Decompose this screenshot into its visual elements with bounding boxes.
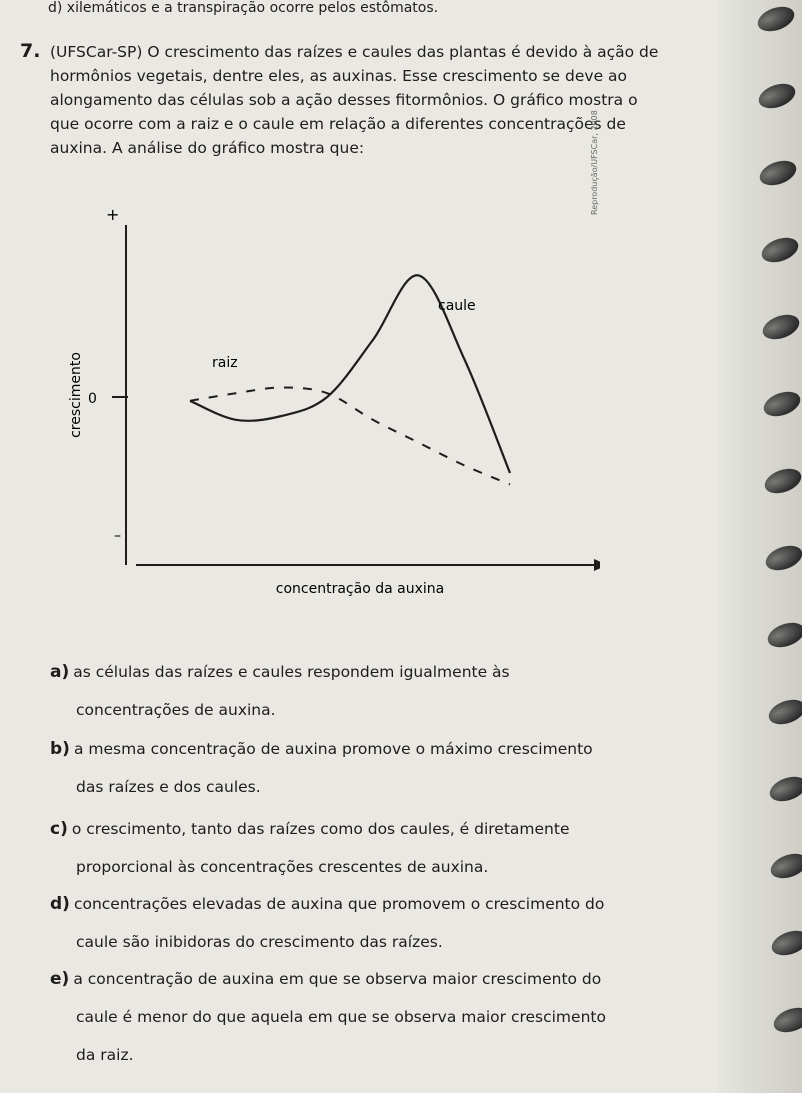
binding-ring (758, 233, 801, 267)
binding-ring (756, 79, 799, 113)
binding-ring (757, 156, 800, 190)
y-tick-zero: 0 (88, 391, 97, 407)
option-text-line2: concentrações de auxina. (76, 701, 276, 719)
binding-ring (763, 541, 802, 575)
option-text-line1: o crescimento, tanto das raízes como dos caules, é diretamente (71, 820, 570, 838)
y-tick-minus: – (114, 528, 121, 544)
x-axis-label: concentração da auxina (275, 581, 445, 597)
binding-ring (760, 387, 802, 421)
option-letter: b) (50, 739, 70, 759)
binding-ring (768, 849, 802, 883)
option-text-line2: proporcional às concentrações crescentes de auxina. (76, 858, 489, 876)
series-label-raiz: raiz (212, 355, 238, 371)
option-a[interactable] (50, 653, 750, 729)
binding-ring (764, 618, 802, 652)
binding-ring (754, 2, 797, 36)
binding-ring (770, 1003, 802, 1037)
binding-ring (766, 772, 802, 806)
auxin-growth-chart (40, 195, 600, 610)
binding-ring (759, 310, 802, 344)
option-text-line1: a concentração de auxina em que se observa maior crescimento do (73, 970, 602, 988)
option-e[interactable] (50, 960, 750, 1074)
y-tick-plus: + (106, 205, 120, 224)
binding-ring (769, 926, 802, 960)
option-text-line1: concentrações elevadas de auxina que promovem o crescimento do (73, 895, 605, 913)
option-c[interactable] (50, 810, 750, 886)
option-letter: e) (50, 969, 70, 989)
x-axis-arrow (594, 559, 600, 571)
option-b[interactable] (50, 730, 750, 806)
option-text-line1: a mesma concentração de auxina promove o máximo crescimento (73, 740, 593, 758)
binding-ring (762, 464, 802, 498)
option-letter: d) (50, 894, 70, 914)
previous-option-text: d) xilemáticos e a transpiração ocorre pelos estômatos. (48, 0, 439, 16)
question-statement: (UFSCar-SP) O crescimento das raízes e caules das plantas é devido à ação de hormônios vegetais, dentre eles, as auxinas. Esse crescimento se deve ao alongamento das células sob a ação desses fitormônios. O gráfico mostra o que ocorre com a raiz e o caule em relação a diferentes concentrações de auxina. A análise do gráfico mostra que: (50, 43, 659, 157)
binding-ring (765, 695, 802, 729)
option-text-line3: da raiz. (76, 1046, 134, 1064)
figure-credit: Reprodução/UFSCar, 2008 (590, 110, 599, 215)
option-letter: a) (50, 662, 70, 682)
option-text-line2: caule é menor do que aquela em que se observa maior crescimento (76, 1008, 606, 1026)
option-text-line2: das raízes e dos caules. (76, 778, 261, 796)
series-raiz-line (190, 388, 510, 485)
question-number: 7. (20, 40, 41, 62)
option-text-line1: as células das raízes e caules respondem igualmente às (73, 663, 510, 681)
option-d[interactable] (50, 885, 750, 961)
y-axis-label: crescimento (68, 352, 84, 438)
option-letter: c) (50, 819, 68, 839)
series-label-caule: caule (438, 298, 476, 314)
option-text-line2: caule são inibidoras do crescimento das raízes. (76, 933, 443, 951)
